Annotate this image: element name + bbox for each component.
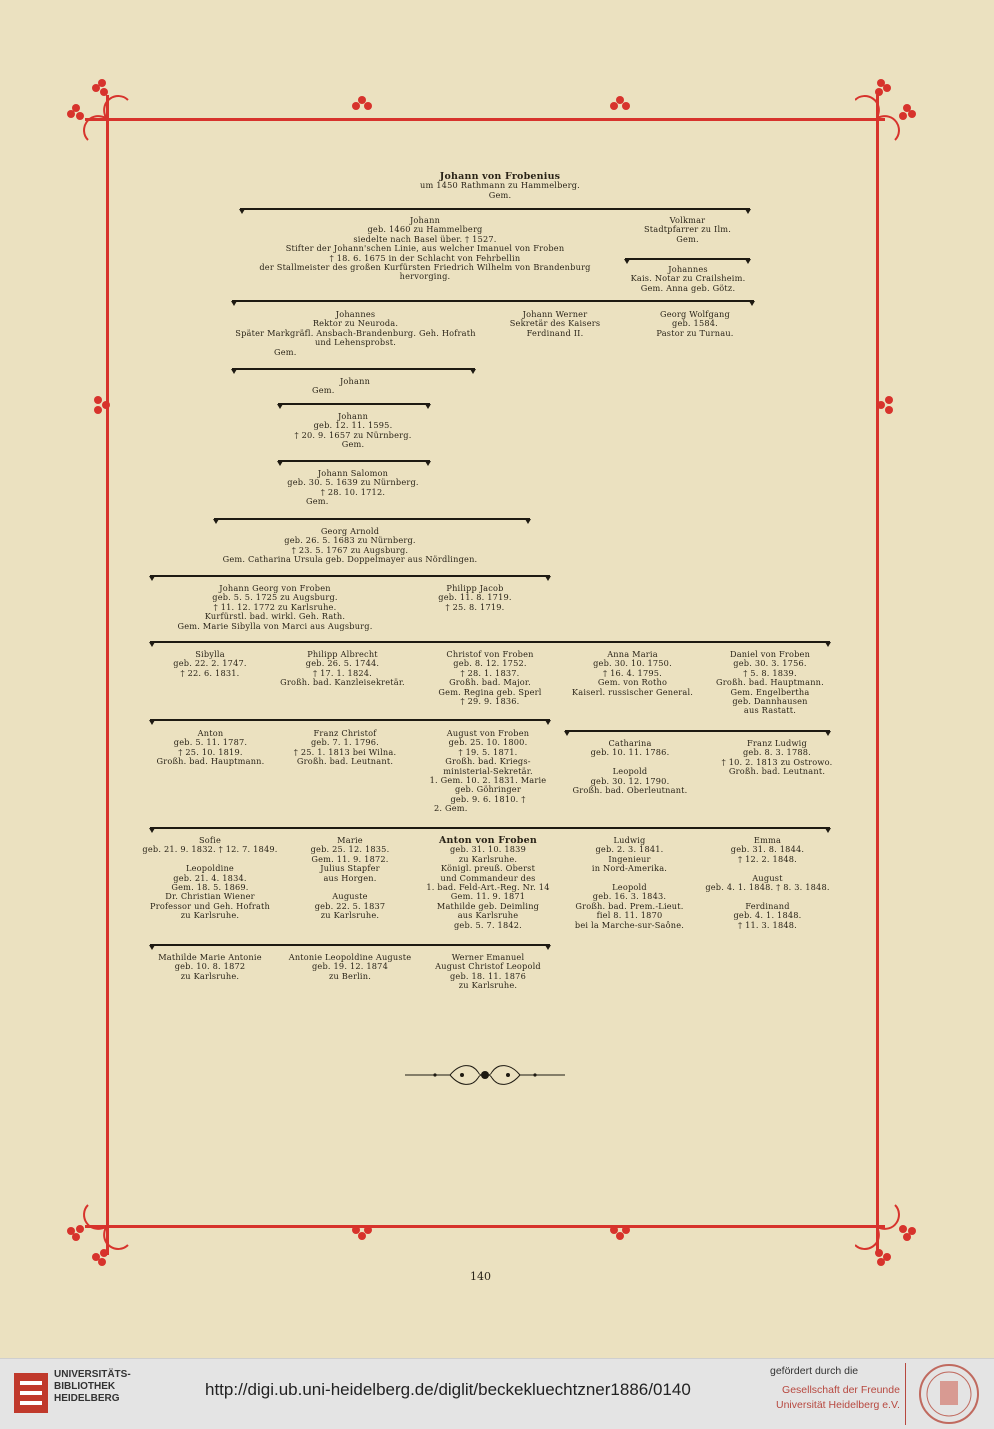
person-name: Mathilde Marie Antonie	[158, 952, 262, 962]
person-name: August	[752, 872, 783, 883]
person-line: Königl. preuß. Oberst	[440, 863, 536, 874]
person-line: † 16. 4. 1795.	[603, 667, 662, 678]
person-philipp-jacob	[415, 584, 535, 612]
person-line: Rektor zu Neuroda.	[312, 318, 399, 329]
person-line: Gem. Engelbertha	[730, 686, 810, 697]
person-line: geb. 5. 7. 1842.	[453, 919, 522, 930]
person-line: zu Karlsruhe.	[458, 853, 518, 864]
person-line: ministerial-Sekretär.	[443, 765, 533, 776]
person-line: Stifter der Johann'schen Linie, aus welcher Imanuel von Froben	[285, 243, 565, 254]
person-line: 2. Gem.	[434, 803, 468, 814]
person-line: geb. 18. 11. 1876	[449, 970, 527, 981]
progenitor-line: Gem.	[488, 189, 512, 200]
person-line: Großh. bad. Hauptmann.	[716, 677, 824, 688]
person-line: Großh. bad. Kriegs-	[445, 756, 531, 767]
person-line: geb. 30. 5. 1639 zu Nürnberg.	[287, 477, 419, 488]
generation-bar	[150, 944, 550, 946]
university-library-name	[54, 1369, 131, 1405]
person-line: Gem. Marie Sibylla von Marci aus Augsburg.	[177, 620, 373, 631]
generation-bar	[232, 368, 475, 370]
generation-bar	[150, 575, 550, 577]
person-line: Gem. 18. 5. 1869.	[171, 882, 249, 893]
person-line: Gem. 11. 9. 1871	[450, 891, 526, 902]
person-line: † 25. 1. 1813 bei Wilna.	[293, 746, 397, 757]
person-line: † 23. 5. 1767 zu Augsburg.	[291, 544, 409, 555]
permalink-url[interactable]: http://digi.ub.uni-heidelberg.de/diglit/beckekluechtzner1886/0140	[205, 1380, 691, 1399]
person-name: Anton	[197, 728, 224, 738]
person-line: hervorging.	[399, 271, 451, 282]
person-line: † 18. 6. 1675 in der Schlacht von Fehrbellin	[329, 252, 521, 263]
person-name: August von Froben	[446, 728, 530, 738]
person-name: Sibylla	[195, 649, 225, 659]
person-name: Leopold	[612, 882, 647, 893]
person-sibylla	[150, 650, 270, 678]
person-line: geb. 9. 6. 1810. †	[450, 793, 526, 804]
person-franz-christof	[280, 729, 410, 767]
person-name: Johann	[337, 411, 369, 421]
person-line: Kais. Notar zu Crailsheim.	[630, 273, 746, 284]
person-line: zu Karlsruhe.	[180, 970, 240, 981]
person-daniel-von-froben	[705, 650, 835, 716]
person-line: geb. 1584.	[672, 318, 718, 329]
person-ludwig-leopold	[562, 836, 697, 930]
generation-bar	[625, 258, 750, 260]
person-line: geb. 31. 10. 1839	[449, 844, 527, 855]
person-line: geb. 30. 10. 1750.	[593, 658, 672, 669]
person-line: Großh. bad. Leutnant.	[728, 766, 826, 777]
library-name-line: UNIVERSITÄTS-	[54, 1369, 131, 1380]
person-line: geb. 7. 1. 1796.	[310, 737, 379, 748]
person-johann-1460	[240, 216, 610, 282]
person-line: Gem. Regina geb. Sperl	[438, 686, 542, 697]
person-christof-von-froben	[420, 650, 560, 706]
person-line: siedelte nach Basel über. † 1527.	[353, 233, 497, 244]
person-name: Johann Salomon	[317, 468, 389, 478]
person-line: geb. 21. 4. 1834.	[173, 872, 247, 883]
footer-divider	[905, 1363, 906, 1425]
person-line: Ferdinand II.	[526, 327, 584, 338]
person-line: geb. 16. 3. 1843.	[592, 891, 667, 902]
person-line: Julius Stapfer	[320, 863, 380, 874]
person-line: Stadtpfarrer zu Ilm.	[643, 224, 732, 235]
person-name: Georg Arnold	[320, 526, 380, 536]
corner-ornament-bottom-left	[58, 1195, 138, 1275]
person-line: geb. 4. 1. 1848.	[733, 910, 802, 921]
person-anton-von-froben	[418, 836, 558, 930]
person-name-highlight: Anton von Froben	[438, 835, 537, 846]
person-johannes-notar	[618, 265, 758, 293]
person-franz-ludwig	[712, 739, 842, 777]
person-line: geb. 22. 5. 1837	[314, 900, 386, 911]
person-line: geb. Dannhausen	[732, 696, 808, 707]
person-name: Ferdinand	[745, 900, 790, 911]
person-line: Gem. Anna geb. Götz.	[640, 282, 736, 293]
person-line: † 12. 2. 1848.	[738, 853, 797, 864]
person-line: bei la Marche-sur-Saône.	[574, 919, 685, 930]
person-name: Johann Werner	[522, 309, 588, 319]
person-line: geb. 11. 8. 1719.	[438, 592, 512, 603]
side-ornament-left	[88, 392, 124, 418]
person-line: geb. 22. 2. 1747.	[173, 658, 247, 669]
person-line: Gem.	[676, 233, 699, 244]
person-line: geb. 21. 9. 1832. † 12. 7. 1849.	[142, 844, 278, 855]
person-line: † 28. 1. 1837.	[460, 667, 520, 678]
generation-bar	[150, 827, 830, 829]
person-line: geb. 26. 5. 1744.	[305, 658, 380, 669]
progenitor-name: Johann von Frobenius	[439, 171, 561, 182]
person-line: Großh. bad. Hauptmann.	[156, 756, 265, 767]
person-line: aus Rastatt.	[743, 705, 797, 716]
person-line: † 19. 5. 1871.	[458, 746, 518, 757]
person-name: Volkmar	[669, 215, 706, 225]
person-philipp-albrecht	[275, 650, 410, 688]
person-name: Ludwig	[613, 835, 646, 845]
sponsor-caption: gefördert durch die	[770, 1365, 859, 1377]
person-line: und Commandeur des	[440, 872, 536, 883]
person-line: zu Karlsruhe.	[458, 980, 518, 991]
person-line: † 11. 3. 1848.	[738, 919, 797, 930]
university-library-logo-icon	[12, 1371, 50, 1415]
person-line: Mathilde geb. Deimling	[436, 900, 540, 911]
generation-bar	[565, 730, 830, 732]
generation-bar	[278, 460, 430, 462]
person-name: Johann	[339, 376, 371, 386]
tailpiece-ornament	[400, 1060, 570, 1090]
person-line: 1. bad. Feld-Art.-Reg. Nr. 14	[426, 882, 550, 893]
person-line: † 17. 1. 1824.	[313, 667, 372, 678]
person-georg-wolfgang	[635, 310, 755, 338]
person-line: geb. 25. 12. 1835.	[310, 844, 390, 855]
progenitor-entry	[380, 172, 620, 200]
person-line: † 11. 12. 1772 zu Karlsruhe.	[213, 601, 337, 612]
library-name-line: HEIDELBERG	[54, 1393, 120, 1404]
frame-bottom-line	[85, 1225, 885, 1228]
person-line: der Stallmeister des großen Kurfürsten Friedrich Wilhelm von Brandenburg	[259, 262, 591, 273]
person-name: Franz Christof	[313, 728, 377, 738]
generation-bar	[214, 518, 530, 520]
person-johann-georg	[150, 584, 400, 631]
person-name: Marie	[337, 835, 363, 845]
person-georg-arnold	[200, 527, 500, 565]
person-line: Großh. bad. Leutnant.	[296, 756, 394, 767]
generation-bar	[232, 300, 754, 302]
person-line: Gem. von Rotho	[597, 677, 668, 688]
person-line: geb. 19. 12. 1874	[311, 961, 389, 972]
person-line: geb. 30. 12. 1790.	[590, 775, 670, 786]
person-line: August Christof Leopold	[435, 961, 541, 972]
person-line: Dr. Christian Wiener	[165, 891, 255, 902]
person-line: geb. 1460 zu Hammelberg	[367, 224, 483, 235]
person-name: Antonie Leopoldine Auguste	[288, 952, 412, 962]
person-line: † 10. 2. 1813 zu Ostrowo.	[721, 756, 833, 767]
person-name: Werner Emanuel	[451, 952, 525, 962]
frame-top-line	[85, 118, 885, 121]
progenitor-line: um 1450 Rathmann zu Hammelberg.	[420, 180, 580, 191]
person-name: Catharina	[608, 738, 652, 748]
person-line: Großh. bad. Prem.-Lieut.	[575, 900, 684, 911]
bottom-ornament-left	[342, 1210, 382, 1246]
person-line: Gem.	[341, 439, 365, 450]
person-line: Ingenieur	[608, 853, 651, 864]
library-name-line: BIBLIOTHEK	[54, 1381, 116, 1392]
society-name[interactable]	[776, 1383, 900, 1413]
generation-bar	[278, 403, 430, 405]
person-line: geb. 25. 10. 1800.	[448, 737, 528, 748]
society-name-line: Gesellschaft der Freunde	[782, 1384, 900, 1396]
person-name: Philipp Jacob	[446, 583, 504, 593]
frame-right-line	[876, 95, 879, 1255]
person-johann-salomon	[268, 469, 438, 507]
person-line: aus Horgen.	[323, 872, 377, 883]
person-anton	[148, 729, 273, 767]
person-line: zu Berlin.	[328, 970, 372, 981]
person-name: Johannes	[668, 264, 708, 274]
person-johann-werner	[495, 310, 615, 338]
person-line: aus Karlsruhe	[457, 910, 519, 921]
generation-bar	[150, 641, 830, 643]
person-line: in Nord-Amerika.	[591, 863, 668, 874]
generation-bar	[150, 719, 550, 721]
person-line: geb. 10. 11. 1786.	[590, 747, 670, 758]
generation-bar	[240, 208, 750, 210]
bottom-ornament-right	[600, 1210, 640, 1246]
person-line: † 25. 10. 1819.	[178, 746, 243, 757]
top-ornament-right	[600, 92, 640, 128]
library-footer	[0, 1358, 994, 1429]
person-name: Philipp Albrecht	[307, 649, 378, 659]
person-line: † 28. 10. 1712.	[320, 486, 386, 497]
person-name: Daniel von Froben	[729, 649, 811, 659]
person-johannes-rektor	[228, 310, 483, 357]
person-line: Gem.	[306, 496, 329, 507]
person-line: 1. Gem. 10. 2. 1831. Marie	[429, 775, 547, 786]
corner-ornament-bottom-right	[855, 1195, 935, 1275]
person-name: Auguste	[332, 891, 368, 902]
person-line: † 22. 6. 1831.	[180, 667, 240, 678]
person-line: Gem.	[274, 346, 297, 357]
person-werner-emanuel	[418, 953, 558, 991]
corner-ornament-top-right	[855, 70, 935, 150]
person-name: Johannes	[335, 309, 376, 319]
person-line: geb. 8. 3. 1788.	[742, 747, 811, 758]
person-line: und Lehensprobst.	[314, 337, 397, 348]
person-line: fiel 8. 11. 1870	[596, 910, 663, 921]
society-name-line: Universität Heidelberg e.V.	[776, 1399, 900, 1411]
person-name: Leopoldine	[186, 863, 234, 874]
person-marie-auguste	[285, 836, 415, 921]
person-line: Später Markgräfl. Ansbach-Brandenburg. Geh. Hofrath	[235, 327, 476, 338]
person-anna-maria	[565, 650, 700, 697]
person-name: Christof von Froben	[446, 649, 534, 659]
person-line: geb. Göhringer	[455, 784, 521, 795]
person-line: † 29. 9. 1836.	[460, 696, 520, 707]
person-line: geb. 30. 3. 1756.	[733, 658, 807, 669]
side-ornament-right	[865, 392, 901, 418]
page-number: 140	[470, 1270, 491, 1283]
person-johann-gen4	[290, 377, 420, 396]
person-name: Johann Georg von Froben	[219, 583, 331, 593]
person-sofie-leopoldine	[140, 836, 280, 921]
person-name: Sofie	[198, 835, 222, 845]
person-line: † 5. 8. 1839.	[743, 667, 797, 678]
person-line: zu Karlsruhe.	[180, 910, 240, 921]
person-name: Johann	[409, 215, 441, 225]
person-line: Kaiserl. russischer General.	[571, 686, 694, 697]
person-line: Großh. bad. Major.	[449, 677, 531, 688]
person-emma-august-ferdinand	[700, 836, 835, 930]
person-catharina-leopold	[560, 739, 700, 795]
person-line: † 25. 8. 1719.	[445, 601, 505, 612]
top-ornament-left	[342, 92, 382, 128]
person-name: Emma	[753, 835, 782, 845]
corner-ornament-top-left	[58, 70, 138, 150]
university-seal-icon	[918, 1363, 980, 1425]
person-name: Leopold	[612, 766, 648, 777]
person-name: Anna Maria	[607, 649, 658, 659]
person-line: Großh. bad. Oberleutnant.	[572, 785, 688, 796]
person-line: Großh. bad. Kanzleisekretär.	[280, 677, 405, 688]
frame-left-line	[106, 95, 109, 1255]
person-line: Gem. Catharina Ursula geb. Doppelmayer aus Nördlingen.	[222, 554, 478, 565]
person-line: Sekretär des Kaisers	[509, 318, 601, 329]
person-antonie-leopoldine-auguste	[280, 953, 420, 981]
person-line: geb. 5. 5. 1725 zu Augsburg.	[212, 592, 338, 603]
person-line: geb. 5. 11. 1787.	[173, 737, 248, 748]
person-line: geb. 4. 1. 1848. † 8. 3. 1848.	[705, 882, 830, 893]
person-line: zu Karlsruhe.	[320, 910, 380, 921]
person-volkmar	[620, 216, 755, 244]
person-name: Franz Ludwig	[747, 738, 807, 748]
person-line: geb. 8. 12. 1752.	[453, 658, 527, 669]
person-johann-1595	[268, 412, 438, 450]
person-name: Georg Wolfgang	[660, 309, 730, 319]
person-line: † 20. 9. 1657 zu Nürnberg.	[294, 429, 412, 440]
person-line: Pastor zu Turnau.	[656, 327, 734, 338]
person-line: Professor und Geh. Hofrath	[150, 900, 270, 911]
person-mathilde-marie-antonie	[140, 953, 280, 981]
person-line: Gem.	[312, 385, 335, 396]
person-august-von-froben	[418, 729, 558, 814]
person-line: Kurfürstl. bad. wirkl. Geh. Rath.	[204, 611, 346, 622]
person-line: geb. 26. 5. 1683 zu Nürnberg.	[284, 535, 416, 546]
person-line: geb. 31. 8. 1844.	[730, 844, 805, 855]
person-line: Gem. 11. 9. 1872.	[311, 853, 389, 864]
person-line: geb. 12. 11. 1595.	[313, 420, 393, 431]
person-line: geb. 2. 3. 1841.	[595, 844, 664, 855]
person-line: geb. 10. 8. 1872	[174, 961, 246, 972]
